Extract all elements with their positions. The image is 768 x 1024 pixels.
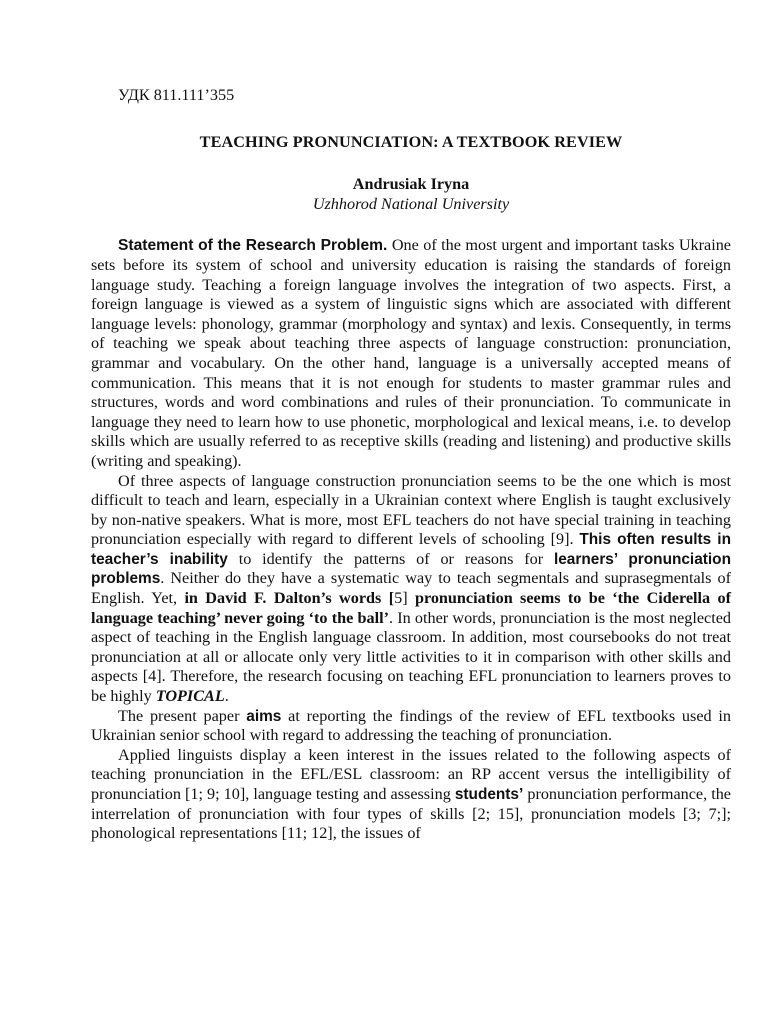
text-run: to identify the patterns of or reasons for xyxy=(227,549,554,568)
text-run: . Neither do they have a systematic way to teach segmentals and suprasegmentals of English. Yet, xyxy=(91,569,731,608)
text-run: . In other words, pronunciation is the most neglected aspect of teaching in the English language classroom. In addition, most coursebooks do not treat pronunciation at all or allocate only very little activities to it in comparison with other skills and aspects [4]. Therefore, the research focusing on teaching EFL pronunciation to learners proves to be highly xyxy=(91,608,732,706)
text-run: 5] xyxy=(394,589,408,608)
text-run: at reporting the findings of the review of EFL textbooks used in Ukrainian senior school with regard to addressing the teaching of pronunciation. xyxy=(91,706,731,745)
text-run: pronunciation performance, the interrelation of pronunciation with four types of skills [2; 15], pronunciation models [3; 7;]; phonological representations [11; 12], the issues of xyxy=(91,785,731,843)
aims-emphasis: aims xyxy=(246,707,282,725)
document-page xyxy=(91,86,731,844)
paragraph-pronunciation-aspects xyxy=(91,472,731,707)
emphasis-run: in David F. Dalton’s words [ xyxy=(184,589,395,608)
paragraph-text: One of the most urgent and important tasks Ukraine sets before its system of school and university education is raising the standards of foreign language study. Teaching a foreign language involves the integration of two aspects. First, a foreign language is viewed as a system of linguistic signs which are associated with different language levels: phonology, grammar (morphology and syntax) and lexis. Consequently, in terms of teaching we speak about teaching three aspects of language construction: pronunciation, grammar and vocabulary. On the other hand, language is a universally accepted means of communication. This means that it is not enough for students to master grammar rules and structures, words and word combinations and rules of their pronunciation. To communicate in language they need to learn how to use phonetic, morphological and lexical means, i.e. to develop skills which are usually referred to as receptive skills (reading and listening) and productive skills (writing and speaking). xyxy=(91,236,731,470)
text-run: . xyxy=(224,687,229,706)
paragraph-research-problem xyxy=(91,236,731,471)
paragraph-aims xyxy=(91,707,731,746)
text-run: Of three aspects of language construction pronunciation seems to be the one which is most difficult to teach and learn, especially in a Ukrainian context where English is taught exclusively by non-native speakers. What is more, most EFL teachers do not have special training in teaching pronunciation especially with regard to different levels of schooling [9]. xyxy=(91,471,731,549)
paper-title: TEACHING PRONUNCIATION: A TEXTBOOK REVIEW xyxy=(199,132,623,151)
paragraph-applied-linguists xyxy=(91,746,731,844)
author-affiliation: Uzhhorod National University xyxy=(312,194,510,213)
emphasis-run: pronunciation seems to be ‘the Ciderella of language teaching’ never going ‘to the ball’ xyxy=(91,589,731,627)
emphasis-run: learners’ pronunciation problems xyxy=(91,550,731,588)
text-run: The present paper xyxy=(118,706,247,725)
section-heading: Statement of the Research Problem. xyxy=(118,237,388,255)
topical-emphasis: TOPICAL xyxy=(155,687,225,706)
udk-code: УДК 811.111’355 xyxy=(118,86,235,104)
text-run: Applied linguists display a keen interest in the issues related to the following aspects of teaching pronunciation in the EFL/ESL classroom: an RP accent versus the intelligibility of pronunciation [1; 9; 10], language testing and assessing xyxy=(91,745,731,803)
emphasis-run: This often results in teacher’s inability xyxy=(91,531,731,568)
emphasis-run: students’ xyxy=(454,786,524,803)
author-name: Andrusiak Iryna xyxy=(352,175,470,194)
